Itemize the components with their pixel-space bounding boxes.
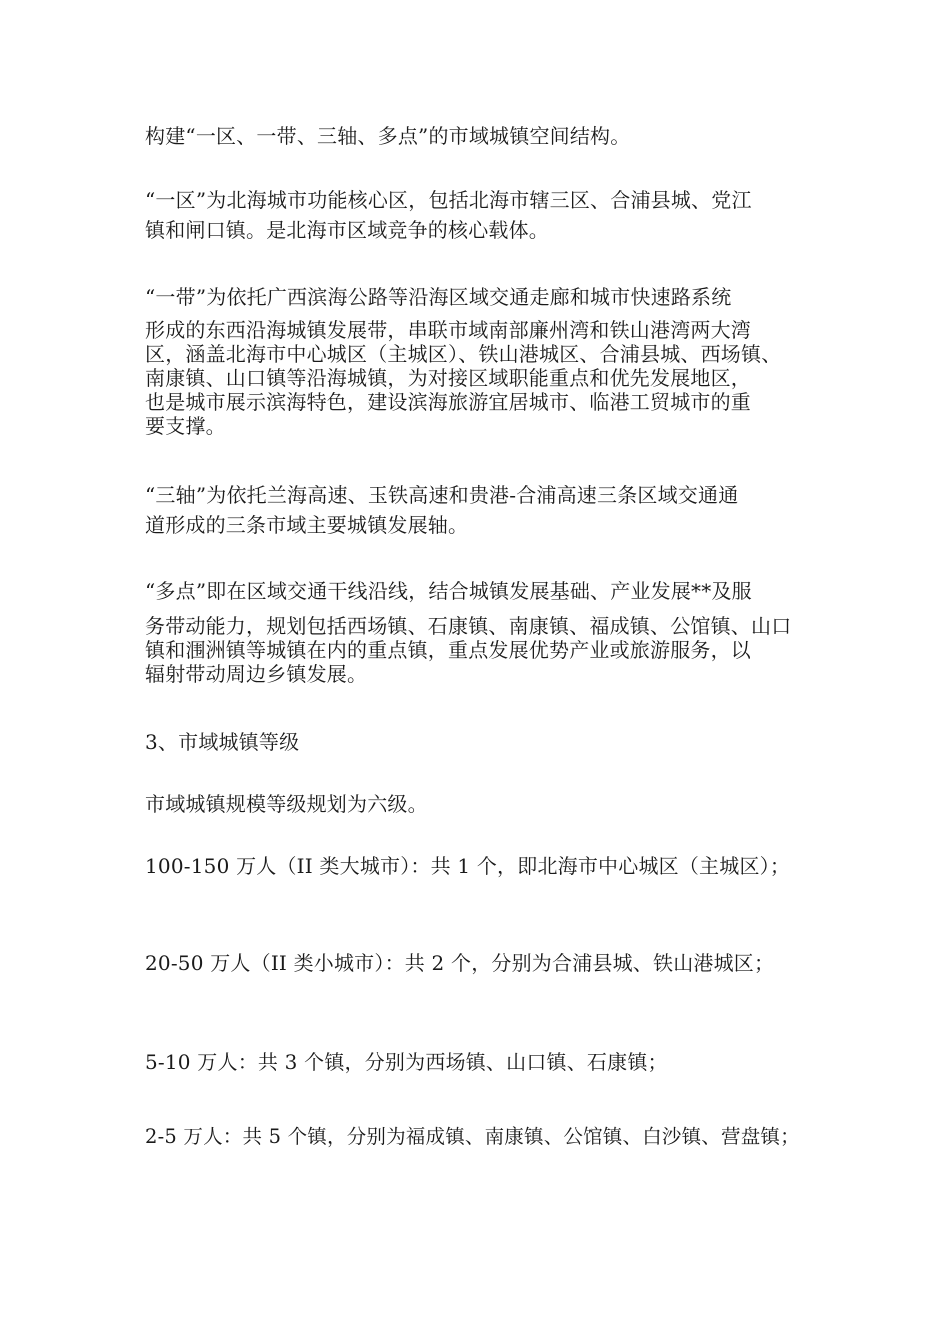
paragraph-one-zone	[145, 185, 815, 245]
text-line: “一带”为依托广西滨海公路等沿海区域交通走廊和城市快速路系统	[145, 285, 732, 309]
text-line: 也是城市展示滨海特色，建设滨海旅游宜居城市、临港工贸城市的重	[145, 390, 751, 414]
paragraph-spatial-structure	[145, 121, 815, 151]
text-line: 100-150 万人（II 类大城市）：共 1 个，即北海市中心城区（主城区）；	[145, 854, 791, 878]
text-line: 辐射带动周边乡镇发展。	[145, 662, 368, 686]
text-line: 要支撑。	[145, 414, 226, 438]
text-line: 3、市域城镇等级	[145, 730, 300, 754]
text-line: 20-50 万人（II 类小城市）：共 2 个，分别为合浦县城、铁山港城区；	[145, 951, 775, 975]
paragraph-three-axes	[145, 480, 815, 540]
text-line: “三轴”为依托兰海高速、玉铁高速和贵港-合浦高速三条区域交通通	[145, 483, 739, 507]
paragraph-one-belt-intro	[145, 282, 815, 312]
list-item-level-3	[145, 1047, 815, 1077]
text-line: 市域城镇规模等级规划为六级。	[145, 792, 428, 816]
text-line: 5-10 万人：共 3 个镇，分别为西场镇、山口镇、石康镇；	[145, 1050, 668, 1074]
list-item-level-1	[145, 851, 815, 881]
text-line: 镇和涠洲镇等城镇在内的重点镇，重点发展优势产业或旅游服务，以	[145, 638, 751, 662]
paragraph-multi-points-body	[145, 614, 815, 686]
list-item-level-2	[145, 948, 815, 978]
text-line: 区，涵盖北海市中心城区（主城区）、铁山港城区、合浦县城、西场镇、	[145, 342, 782, 366]
text-line: 形成的东西沿海城镇发展带，串联市域南部廉州湾和铁山港湾两大湾	[145, 318, 751, 342]
text-line: 2-5 万人：共 5 个镇，分别为福成镇、南康镇、公馆镇、白沙镇、营盘镇；	[145, 1125, 800, 1148]
paragraph-multi-points-intro	[145, 576, 815, 606]
text-line: 镇和闸口镇。是北海市区域竞争的核心载体。	[145, 218, 549, 242]
text-line: 道形成的三条市域主要城镇发展轴。	[145, 513, 469, 537]
text-line: 构建“一区、一带、三轴、多点”的市域城镇空间结构。	[145, 124, 631, 148]
text-line: “多点”即在区域交通干线沿线，结合城镇发展基础、产业发展**及服	[145, 579, 752, 603]
section-heading-town-levels	[145, 727, 815, 757]
paragraph-one-belt-body	[145, 318, 815, 438]
text-line: 务带动能力，规划包括西场镇、石康镇、南康镇、福成镇、公馆镇、山口	[145, 614, 792, 638]
text-line: 南康镇、山口镇等沿海城镇，为对接区域职能重点和优先发展地区，	[145, 366, 751, 390]
list-item-level-4	[145, 1122, 815, 1152]
text-line: “一区”为北海城市功能核心区，包括北海市辖三区、合浦县城、党江	[145, 188, 752, 212]
paragraph-six-levels	[145, 789, 815, 819]
